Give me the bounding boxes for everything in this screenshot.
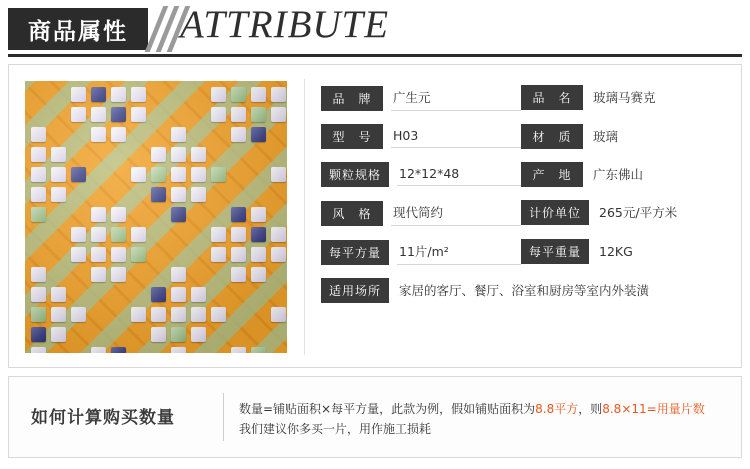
- quantity-calculation-note: [8, 376, 742, 458]
- spec-cell-style: [321, 200, 521, 226]
- spec-label: 型 号: [321, 124, 383, 149]
- note-title: 如何计算购买数量: [31, 408, 175, 428]
- mosaic-tiles: [25, 81, 287, 353]
- spec-value: 12KG: [599, 243, 633, 259]
- spec-value: H03: [391, 125, 521, 148]
- table-row: [321, 239, 725, 265]
- spec-cell-product-name: [521, 85, 725, 110]
- spec-label: 品 牌: [321, 86, 383, 111]
- note-line1-part2: ，则: [578, 402, 603, 416]
- attribute-panel: [8, 64, 742, 368]
- spec-cell-grain-size: [321, 162, 521, 187]
- spec-value: 广生元: [391, 85, 521, 111]
- product-image: [25, 81, 287, 353]
- spec-label: 每平重量: [521, 239, 589, 264]
- note-highlight-area: 8.8平方: [535, 402, 579, 416]
- note-body: [239, 399, 731, 439]
- note-highlight-formula: 8.8×11=用量片数: [602, 402, 705, 416]
- spec-label: 材 质: [521, 124, 583, 149]
- note-line-2: 我们建议你多买一片，用作施工损耗: [239, 422, 432, 436]
- spec-label: 风 格: [321, 201, 383, 226]
- spec-value: 家居的客厅、餐厅、浴室和厨房等室内外装潢: [399, 283, 650, 298]
- note-line-1: [239, 399, 731, 419]
- header-tag-label: 商品属性: [8, 8, 148, 50]
- spec-cell-brand: [321, 85, 521, 111]
- table-row: [321, 278, 725, 303]
- header-divider: [8, 54, 742, 57]
- spec-cell-pieces-per-sqm: [321, 239, 521, 265]
- page-header: [0, 0, 750, 58]
- spec-table: [321, 85, 725, 316]
- spec-value: 玻璃: [593, 129, 619, 144]
- spec-label: 品 名: [521, 85, 583, 110]
- spec-cell-material: [521, 124, 725, 149]
- table-row: [321, 124, 725, 149]
- table-row: [321, 200, 725, 226]
- spec-cell-weight-per-sqm: [521, 239, 725, 264]
- spec-cell-applicable-places: [321, 278, 725, 303]
- spec-label: 适用场所: [321, 278, 389, 303]
- spec-label: 计价单位: [521, 200, 589, 225]
- note-divider: [223, 393, 224, 441]
- spec-value: 玻璃马赛克: [593, 90, 656, 105]
- spec-cell-price-unit: [521, 200, 725, 225]
- table-row: [321, 162, 725, 187]
- panel-vertical-divider: [304, 79, 305, 355]
- spec-value: 现代简约: [391, 200, 521, 226]
- page-title: ATTRIBUTE: [180, 3, 390, 46]
- note-line1-part1: 数量=铺贴面积×每平方量，此款为例，假如铺贴面积为: [239, 402, 536, 416]
- spec-value: 广东佛山: [593, 167, 644, 182]
- spec-cell-origin: [521, 162, 725, 187]
- spec-value: 11片/m²: [397, 239, 521, 265]
- spec-value: 265元/平方米: [599, 205, 678, 220]
- spec-label: 颗粒规格: [321, 162, 389, 187]
- spec-label: 产 地: [521, 162, 583, 187]
- table-row: [321, 85, 725, 111]
- spec-value: 12*12*48: [397, 163, 521, 186]
- spec-cell-model: [321, 124, 521, 149]
- spec-label: 每平方量: [321, 240, 389, 265]
